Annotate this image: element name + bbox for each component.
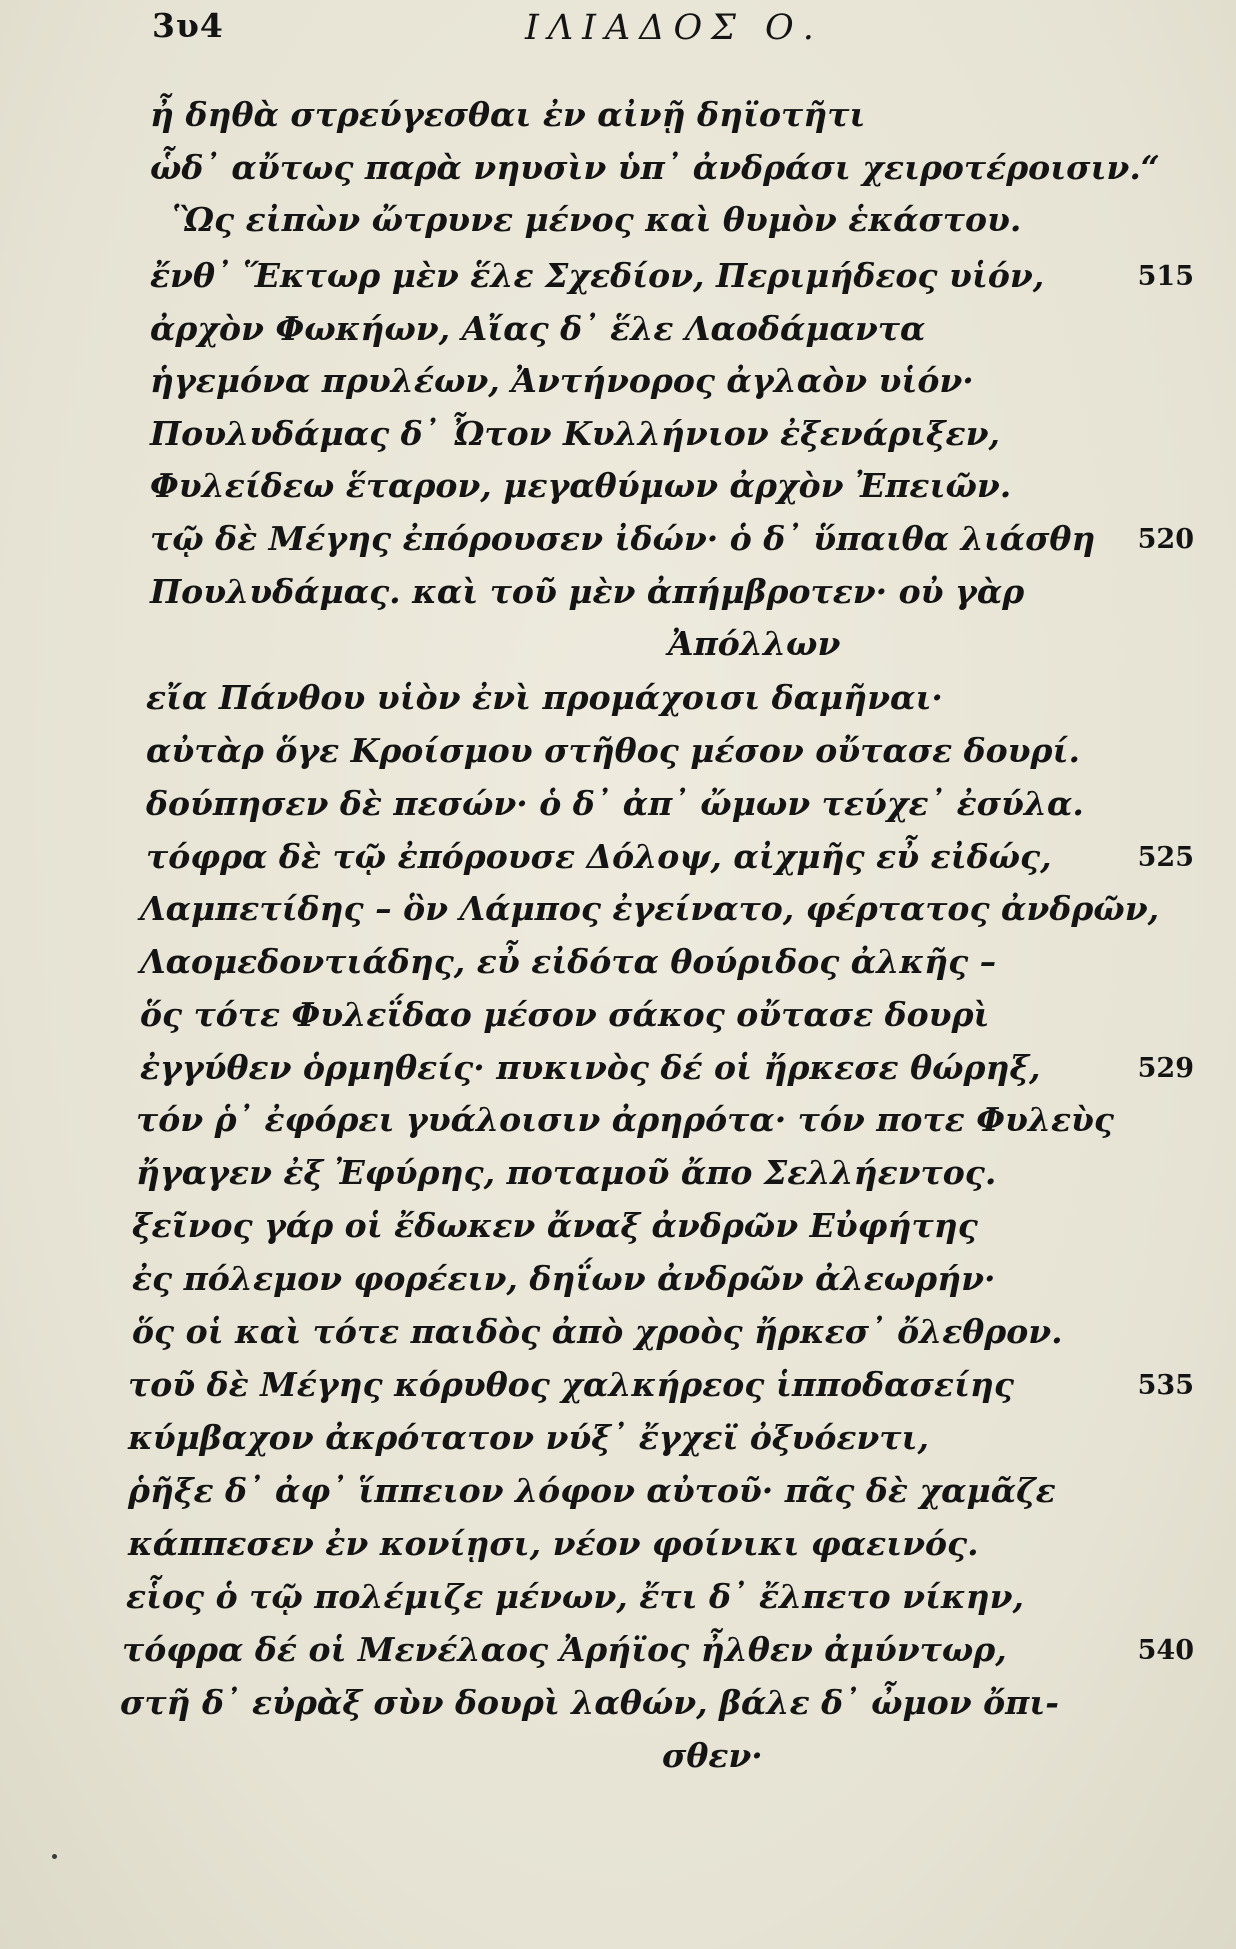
verse-text: ἡγεμόνα πρυλέων, Ἀντήνορος ἀγλαὸν υἱόν· <box>150 361 974 400</box>
line-number: 520 <box>1137 524 1194 555</box>
verse-line <box>0 1153 1236 1203</box>
verse-line <box>0 572 1236 622</box>
verse-line <box>0 1630 1236 1680</box>
verse-line <box>0 1312 1236 1362</box>
verse-line <box>0 466 1236 516</box>
verse-line <box>0 1736 1236 1786</box>
verse-line <box>0 1524 1236 1574</box>
verse-line <box>0 361 1236 411</box>
verse-line <box>0 1365 1236 1415</box>
verse-text: Πουλυδάμας δ᾽ Ὦτον Κυλλήνιον ἐξενάριξεν, <box>150 414 1000 453</box>
page-number: 3υ4 <box>152 6 224 45</box>
verse-line <box>0 309 1236 359</box>
verse-text: δούπησεν δὲ πεσών· ὁ δ᾽ ἀπ᾽ ὤμων τεύχε᾽ ἐσύλα. <box>146 784 1084 823</box>
verse-line <box>0 837 1236 887</box>
line-number: 529 <box>1137 1053 1194 1084</box>
line-number: 540 <box>1137 1635 1194 1666</box>
verse-line <box>0 1100 1236 1150</box>
verse-line <box>0 784 1236 834</box>
verse-line <box>0 1048 1236 1098</box>
verse-text: ῥῆξε δ᾽ ἀφ᾽ ἵππειον λόφον αὐτοῦ· πᾶς δὲ χαμᾶζε <box>128 1471 1056 1510</box>
verse-line <box>0 95 1236 145</box>
verse-text: εἷος ὁ τῷ πολέμιζε μένων, ἔτι δ᾽ ἔλπετο νίκην, <box>126 1577 1025 1616</box>
verse-line <box>0 995 1236 1045</box>
verse-text: τῷ δὲ Μέγης ἐπόρουσεν ἰδών· ὁ δ᾽ ὕπαιθα λιάσθη <box>150 519 1096 558</box>
running-head: ΙΛΙΑΔΟΣ Ο. <box>525 8 823 48</box>
verse-line <box>0 1683 1236 1733</box>
verse-text: ἀρχὸν Φωκήων, Αἴας δ᾽ ἕλε Λαοδάμαντα <box>150 309 926 348</box>
verse-text: ὧδ᾽ αὔτως παρὰ νηυσὶν ὑπ᾽ ἀνδράσι χειροτέροισιν.“ <box>150 148 1160 187</box>
verse-text: ὅς τότε Φυλεΐδαο μέσον σάκος οὔτασε δουρὶ <box>140 995 990 1034</box>
verse-text: ἐς πόλεμον φορέειν, δηΐων ἀνδρῶν ἀλεωρήν· <box>132 1259 996 1298</box>
verse-text: ἔνθ᾽ Ἕκτωρ μὲν ἕλε Σχεδίον, Περιμήδεος υἱόν, <box>150 256 1045 295</box>
verse-text: Λαμπετίδης – ὃν Λάμπος ἐγείνατο, φέρτατος ἀνδρῶν, <box>140 889 1160 928</box>
verse-text: ξεῖνος γάρ οἱ ἔδωκεν ἄναξ ἀνδρῶν Εὐφήτης <box>132 1206 978 1245</box>
verse-line <box>0 942 1236 992</box>
ink-speck <box>52 1854 57 1859</box>
verse-text: σθεν· <box>662 1736 763 1775</box>
verse-line <box>0 1259 1236 1309</box>
verse-text: ὅς οἱ καὶ τότε παιδὸς ἀπὸ χροὸς ἤρκεσ᾽ ὄλεθρον. <box>132 1312 1063 1351</box>
verse-line <box>0 256 1236 306</box>
verse-line <box>0 148 1236 198</box>
verse-text: ἦ δηθὰ στρεύγεσθαι ἐν αἰνῇ δηϊοτῆτι <box>150 95 866 134</box>
verse-text: στῆ δ᾽ εὐρὰξ σὺν δουρὶ λαθών, βάλε δ᾽ ὦμον ὄπι- <box>120 1683 1059 1722</box>
verse-line <box>0 678 1236 728</box>
verse-text: τόφρα δὲ τῷ ἐπόρουσε Δόλοψ, αἰχμῆς εὖ εἰδώς, <box>146 837 1052 876</box>
verse-line <box>0 624 1236 674</box>
verse-text: Φυλείδεω ἕταρον, μεγαθύμων ἀρχὸν Ἐπειῶν. <box>150 466 1012 505</box>
line-number: 535 <box>1137 1370 1194 1401</box>
verse-text: Ὣς εἰπὼν ὤτρυνε μένος καὶ θυμὸν ἑκάστου. <box>172 200 1022 239</box>
verse-line <box>0 200 1236 250</box>
verse-line <box>0 1418 1236 1468</box>
verse-text: Ἀπόλλων <box>668 624 841 663</box>
verse-text: αὐτὰρ ὅγε Κροίσμου στῆθος μέσον οὔτασε δουρί. <box>146 731 1080 770</box>
line-number: 515 <box>1137 261 1194 292</box>
line-number: 525 <box>1137 842 1194 873</box>
verse-text: εἴα Πάνθου υἱὸν ἐνὶ προμάχοισι δαμῆναι· <box>146 678 943 717</box>
verse-text: τοῦ δὲ Μέγης κόρυθος χαλκήρεος ἱπποδασείης <box>128 1365 1015 1404</box>
verse-line <box>0 1471 1236 1521</box>
verse-line <box>0 889 1236 939</box>
verse-text: κάππεσεν ἐν κονίῃσι, νέον φοίνικι φαεινός. <box>128 1524 979 1563</box>
verse-line <box>0 1577 1236 1627</box>
verse-text: τόν ῥ᾽ ἐφόρει γυάλοισιν ἀρηρότα· τόν ποτε Φυλεὺς <box>136 1100 1115 1139</box>
verse-line <box>0 1206 1236 1256</box>
verse-line <box>0 731 1236 781</box>
verse-text: ἤγαγεν ἐξ Ἐφύρης, ποταμοῦ ἄπο Σελλήεντος. <box>136 1153 997 1192</box>
verse-text: ἐγγύθεν ὁρμηθείς· πυκινὸς δέ οἱ ἤρκεσε θώρηξ, <box>140 1048 1041 1087</box>
verse-text: κύμβαχον ἀκρότατον νύξ᾽ ἔγχεϊ ὀξυόεντι, <box>128 1418 929 1457</box>
verse-line <box>0 414 1236 464</box>
verse-text: Πουλυδάμας. καὶ τοῦ μὲν ἀπήμβροτεν· οὐ γὰρ <box>150 572 1025 611</box>
verse-text: Λαομεδοντιάδης, εὖ εἰδότα θούριδος ἀλκῆς – <box>140 942 997 981</box>
verse-text: τόφρα δέ οἱ Μενέλαος Ἀρήϊος ἦλθεν ἀμύντωρ, <box>122 1630 1007 1669</box>
verse-line <box>0 519 1236 569</box>
